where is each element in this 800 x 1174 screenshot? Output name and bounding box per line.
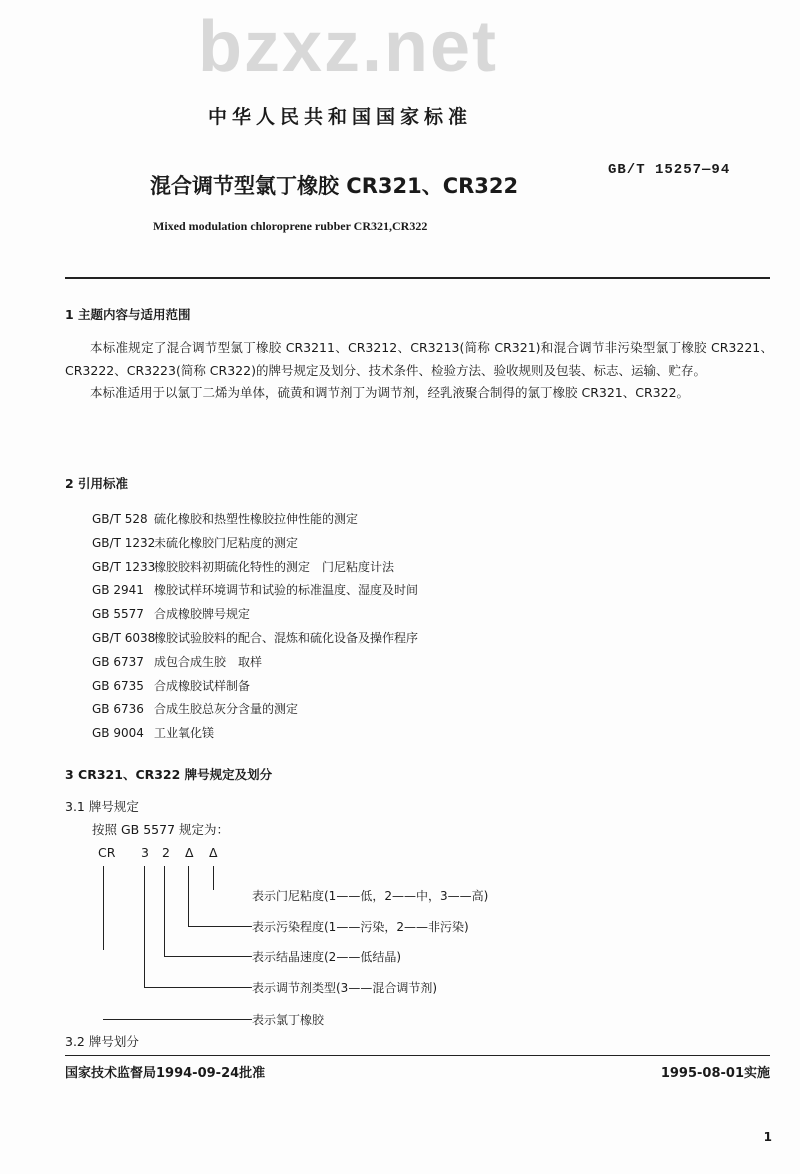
code-part: 3	[141, 845, 149, 860]
reference-item	[92, 581, 418, 598]
reference-title: 工业氧化镁	[154, 726, 215, 741]
reference-code: GB/T 6038	[92, 631, 156, 645]
reference-code: GB/T 1233	[92, 559, 156, 574]
reference-title: 合成生胶总灰分含量的测定	[154, 702, 299, 717]
section-3-1-intro: 按照 GB 5577 规定为：	[92, 822, 229, 837]
paragraph: 本标准适用于以氯丁二烯为单体，硫黄和调节剂丁为调节剂，经乳液聚合制得的氯丁橡胶 CR321、CR322。	[90, 385, 690, 400]
reference-code: GB 6735	[92, 678, 144, 693]
reference-item	[92, 629, 418, 646]
reference-title: 成包合成生胶 取样	[154, 654, 263, 669]
reference-code: GB/T 528	[92, 512, 148, 526]
standard-code: GB/T 15257—94	[608, 162, 731, 178]
code-label: 表示调节剂类型(3——混合调节剂)	[252, 981, 437, 995]
reference-title: 合成橡胶牌号规定	[154, 607, 251, 622]
reference-title: 硫化橡胶和热塑性橡胶拉伸性能的测定	[154, 512, 359, 526]
effective-date: 1995-08-01实施	[660, 1066, 770, 1081]
reference-item	[92, 677, 250, 694]
reference-title: 橡胶试验胶料的配合、混炼和硫化设备及操作程序	[154, 631, 419, 645]
footer-rule	[65, 1055, 770, 1056]
paragraph: 本标准规定了混合调节型氯丁橡胶 CR3211、CR3212、CR3213(简称 CR321)和混合调节非污染型氯丁橡胶 CR3221、CR3222、CR3223(简称 CR322)的牌号规定及划分、技术条件、检验方法、验收规则及包装、标志、运输、贮存。	[65, 340, 773, 378]
watermark: bzxz.net	[198, 7, 499, 87]
reference-item	[92, 700, 298, 717]
reference-code: GB/T 1232	[92, 535, 156, 550]
reference-code: GB 2941	[92, 583, 144, 598]
section-3-heading: 3 CR321、CR322 牌号规定及划分	[65, 767, 273, 782]
reference-item	[92, 605, 250, 622]
code-label: 表示结晶速度(2——低结晶)	[252, 950, 401, 964]
section-3-1-heading: 3.1 牌号规定	[65, 799, 139, 814]
page-number: 1	[763, 1130, 772, 1144]
reference-title: 橡胶试样环境调节和试验的标准温度、湿度及时间	[154, 583, 419, 598]
reference-item	[92, 724, 214, 741]
reference-title: 合成橡胶试样制备	[154, 678, 251, 693]
code-label: 表示污染程度(1——污染，2——非污染)	[252, 920, 469, 934]
section-1-heading: 1 主题内容与适用范围	[65, 307, 191, 322]
code-label: 表示门尼粘度(1——低，2——中，3——高)	[252, 889, 489, 903]
code-part: 2	[162, 845, 170, 860]
reference-code: GB 9004	[92, 726, 144, 741]
reference-item	[92, 534, 298, 551]
document-title: 混合调节型氯丁橡胶 CR321、CR322	[150, 174, 519, 198]
reference-item	[92, 558, 394, 575]
reference-title: 未硫化橡胶门尼粘度的测定	[154, 535, 299, 550]
reference-item	[92, 653, 262, 670]
reference-item	[92, 510, 358, 527]
code-part: CR	[98, 845, 116, 860]
reference-code: GB 5577	[92, 607, 144, 622]
code-part: Δ	[209, 845, 218, 860]
section-1-body	[65, 337, 773, 405]
approval-date: 国家技术监督局1994-09-24批准	[65, 1066, 266, 1081]
reference-title: 橡胶胶料初期硫化特性的测定 门尼粘度计法	[154, 559, 395, 574]
code-label: 表示氯丁橡胶	[252, 1013, 325, 1027]
english-title: Mixed modulation chloroprene rubber CR321,CR322	[153, 219, 428, 233]
reference-code: GB 6736	[92, 702, 144, 717]
issuer-header: 中华人民共和国国家标准	[207, 106, 472, 128]
reference-code: GB 6737	[92, 654, 144, 669]
section-2-heading: 2 引用标准	[65, 476, 129, 491]
header-rule	[65, 277, 770, 279]
section-3-2-heading: 3.2 牌号划分	[65, 1034, 139, 1049]
code-part: Δ	[185, 845, 194, 860]
